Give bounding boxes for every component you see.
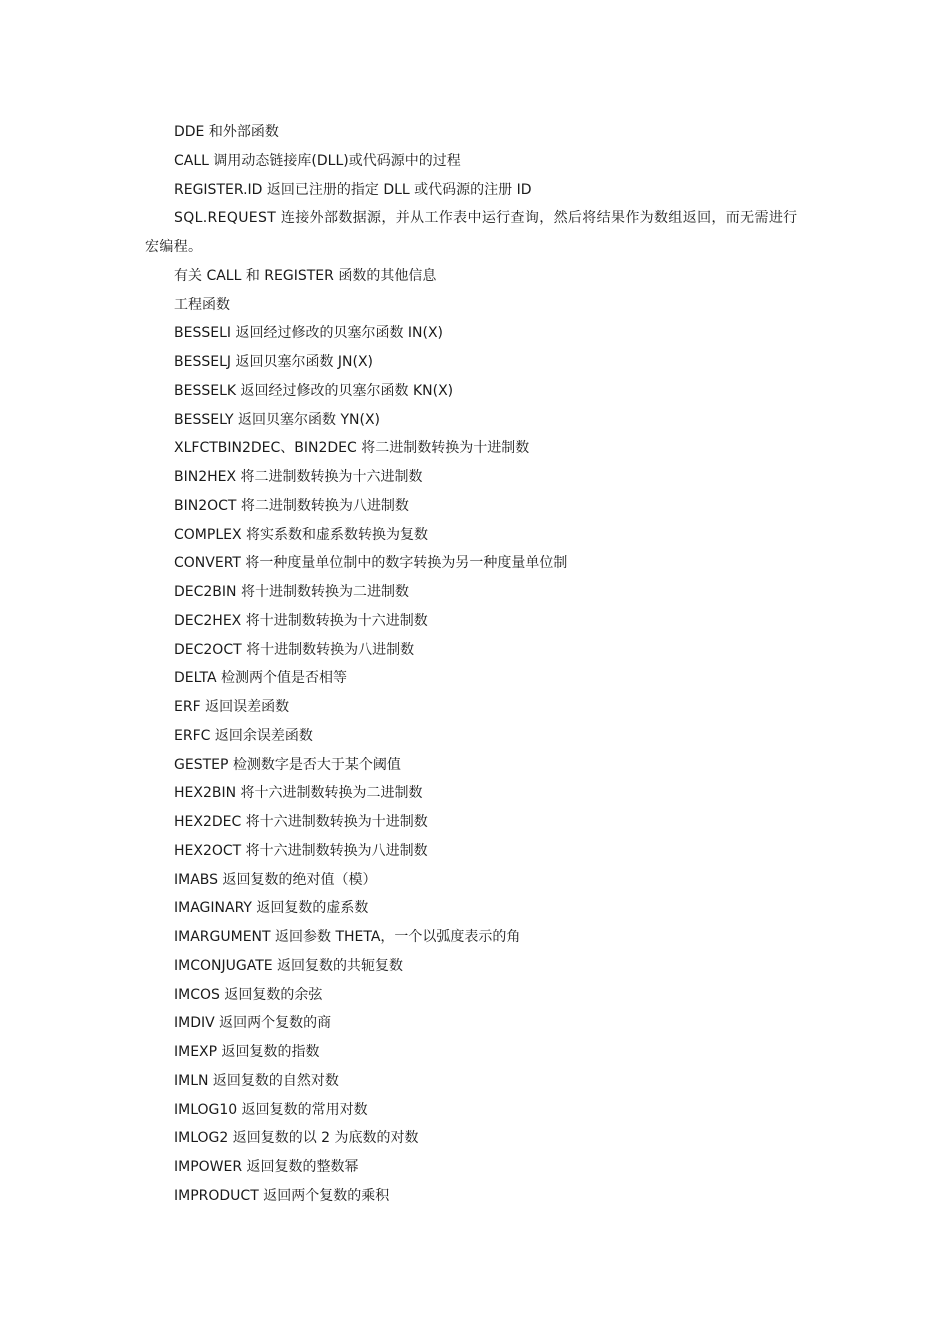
- function-entry: IMCOS 返回复数的余弦: [174, 986, 323, 1003]
- function-entry: XLFCTBIN2DEC、BIN2DEC 将二进制数转换为十进制数: [174, 440, 530, 457]
- document-body: [145, 118, 810, 1239]
- function-entry: CONVERT 将一种度量单位制中的数字转换为另一种度量单位制: [174, 555, 568, 572]
- function-entry: HEX2DEC 将十六进制数转换为十进制数: [174, 814, 428, 830]
- function-entry: GESTEP 检测数字是否大于某个阈值: [174, 756, 401, 773]
- function-entry: IMAGINARY 返回复数的虚系数: [174, 900, 369, 917]
- function-entry: IMEXP 返回复数的指数: [174, 1044, 320, 1060]
- text-line: REGISTER.ID 返回已注册的指定 DLL 或代码源的注册 ID: [174, 181, 532, 198]
- function-entry: DEC2HEX 将十进制数转换为十六进制数: [174, 612, 428, 629]
- function-entry: HEX2BIN 将十六进制数转换为二进制数: [174, 785, 423, 802]
- text-line: DDE 和外部函数: [174, 124, 279, 140]
- function-entry: IMPRODUCT 返回两个复数的乘积: [174, 1187, 390, 1204]
- function-entry: BIN2OCT 将二进制数转换为八进制数: [174, 497, 409, 514]
- section-heading: 工程函数: [174, 296, 230, 313]
- text-line: 有关 CALL 和 REGISTER 函数的其他信息: [174, 267, 437, 284]
- function-entry: DELTA 检测两个值是否相等: [174, 670, 347, 687]
- function-entry: IMLOG2 返回复数的以 2 为底数的对数: [174, 1130, 419, 1147]
- function-entry: ERF 返回误差函数: [174, 699, 290, 715]
- function-entry: DEC2OCT 将十进制数转换为八进制数: [174, 641, 415, 658]
- function-entry: IMPOWER 返回复数的整数幂: [174, 1159, 359, 1175]
- function-entry: BIN2HEX 将二进制数转换为十六进制数: [174, 469, 423, 485]
- function-entry: IMABS 返回复数的绝对值（模）: [174, 871, 377, 888]
- function-entry: ERFC 返回余误差函数: [174, 727, 313, 744]
- function-entry: COMPLEX 将实系数和虚系数转换为复数: [174, 526, 429, 543]
- function-entry: DEC2BIN 将十进制数转换为二进制数: [174, 584, 409, 600]
- function-entry: IMCONJUGATE 返回复数的共轭复数: [174, 957, 404, 974]
- function-entry: BESSELK 返回经过修改的贝塞尔函数 KN(X): [174, 382, 454, 399]
- function-entry: BESSELY 返回贝塞尔函数 YN(X): [174, 411, 381, 428]
- function-entry: IMARGUMENT 返回参数 THETA，一个以弧度表示的角: [174, 929, 521, 945]
- function-entry: IMLOG10 返回复数的常用对数: [174, 1101, 368, 1118]
- text-line: CALL 调用动态链接库(DLL)或代码源中的过程: [174, 152, 461, 169]
- wrapped-paragraph: SQL.REQUEST 连接外部数据源，并从工作表中运行查询，然后将结果作为数组返回，而无需进行宏编程。: [145, 210, 798, 255]
- function-entry: IMLN 返回复数的自然对数: [174, 1072, 339, 1089]
- function-entry: [145, 1211, 810, 1240]
- function-entry: BESSELJ 返回贝塞尔函数 JN(X): [174, 354, 374, 370]
- function-entry: BESSELI 返回经过修改的贝塞尔函数 IN(X): [174, 325, 444, 342]
- function-entry: IMDIV 返回两个复数的商: [174, 1015, 332, 1032]
- function-entry: HEX2OCT 将十六进制数转换为八进制数: [174, 842, 428, 859]
